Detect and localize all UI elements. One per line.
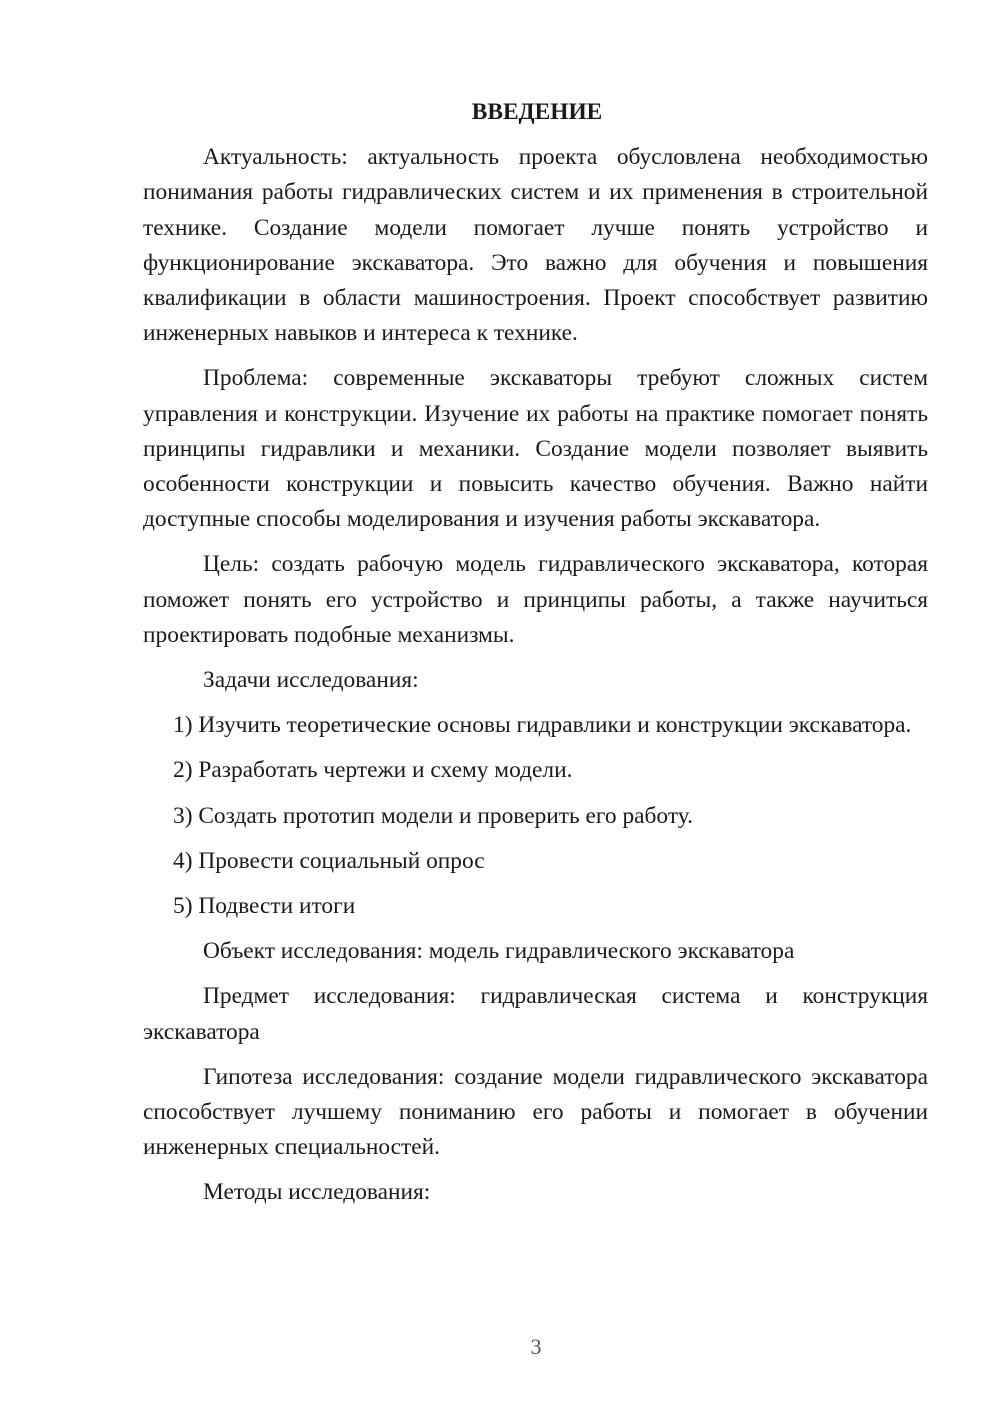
list-item: 1) Изучить теоретические основы гидравлики и конструкции экскаватора.	[173, 712, 912, 739]
document-page	[143, 95, 928, 1221]
list-item: 3) Создать прототип модели и проверить его работу.	[173, 802, 693, 829]
list-item: 4) Провести социальный опрос	[173, 847, 485, 874]
page-number: 3	[530, 1334, 542, 1359]
paragraph-object: Объект исследования: модель гидравлического экскаватора	[203, 938, 795, 965]
paragraph-goal: Цель: создать рабочую модель гидравлического экскаватора, которая поможет понять его устройство и принципы работы, а также научиться проектировать подобные механизмы.	[143, 551, 928, 648]
page-title: ВВЕДЕНИЕ	[471, 99, 603, 125]
methods-heading: Методы исследования:	[203, 1179, 431, 1206]
tasks-heading: Задачи исследования:	[203, 667, 419, 694]
paragraph-hypothesis: Гипотеза исследования: создание модели гидравлического экскаватора способствует лучшему пониманию его работы и помогает в обучении инженерных специальностей.	[143, 1063, 928, 1161]
list-item: 2) Разработать чертежи и схему модели.	[173, 757, 573, 784]
paragraph-relevance: Актуальность: актуальность проекта обусловлена необходимостью понимания работы гидравлических систем и их применения в строительной технике. Создание модели помогает лучше понять устройство и функционирование экскаватора. Это важно для обучения и повышения квалификации в области машиностроения. Проект способствует развитию инженерных навыков и интереса к технике.	[143, 144, 928, 347]
tasks-list	[143, 708, 928, 924]
paragraph-problem: Проблема: современные экскаваторы требуют сложных систем управления и конструкции. Изучение их работы на практике помогает понять принципы гидравлики и механики. Создание модели позволяет выявить особенности конструкции и повысить качество обучения. Важно найти доступные способы моделирования и изучения работы экскаватора.	[143, 365, 928, 533]
paragraph-subject: Предмет исследования: гидравлическая система и конструкция экскаватора	[143, 983, 928, 1045]
list-item: 5) Подвести итоги	[173, 893, 356, 920]
